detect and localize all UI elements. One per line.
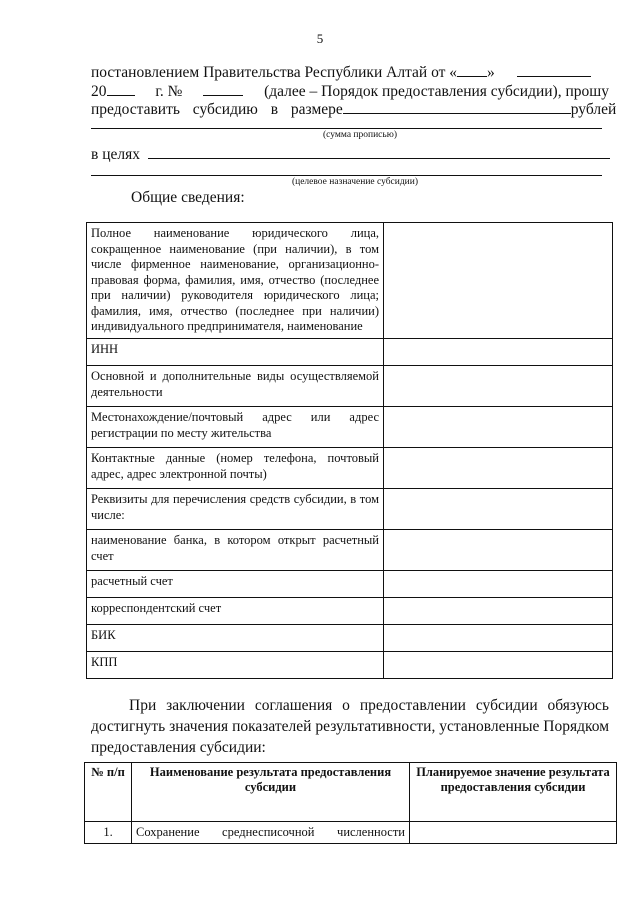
field-label: БИК	[87, 625, 384, 652]
results-paragraph-text: При заключении соглашения о предоставлении субсидии обязуюсь достигнуть значения показателей результативности, установленные Порядком предоставления субсидии:	[91, 697, 609, 756]
table-row	[87, 598, 613, 625]
results-table	[84, 762, 617, 844]
field-value[interactable]	[384, 366, 613, 407]
amount-blank[interactable]	[343, 99, 571, 114]
field-value[interactable]	[384, 489, 613, 530]
amount-words-line[interactable]	[91, 128, 602, 129]
field-value[interactable]	[384, 448, 613, 489]
number-label: г. №	[155, 83, 183, 100]
table-row	[87, 366, 613, 407]
intro-line2-text: (далее – Порядок предоставления субсидии), прошу	[264, 83, 609, 100]
field-label: Реквизиты для перечисления средств субсидии, в том числе:	[87, 489, 384, 530]
field-value[interactable]	[384, 407, 613, 448]
page-number: 5	[316, 31, 324, 46]
day-blank[interactable]	[457, 62, 487, 77]
intro-line1-text: постановлением Правительства Республики Алтай от «	[91, 64, 458, 81]
sum-caption: (сумма прописью)	[323, 130, 397, 140]
year-blank[interactable]	[107, 81, 135, 96]
table-row	[87, 530, 613, 571]
table-row	[87, 223, 613, 339]
table-row	[87, 407, 613, 448]
goal-label: в целях	[91, 146, 140, 163]
field-value[interactable]	[384, 223, 613, 339]
field-label: наименование банка, в котором открыт расчетный счет	[87, 530, 384, 571]
table-row	[87, 625, 613, 652]
results-header-row	[85, 763, 617, 822]
general-info-table	[86, 222, 613, 679]
intro-line-3	[91, 99, 617, 119]
intro-line-2	[91, 81, 609, 101]
year-prefix: 20	[91, 83, 107, 100]
goal-extra-line[interactable]	[91, 175, 602, 176]
general-heading: Общие сведения:	[131, 189, 245, 206]
table-row	[87, 489, 613, 530]
field-label: корреспондентский счет	[87, 598, 384, 625]
results-paragraph	[91, 695, 609, 758]
result-name: Сохранение среднесписочной численности	[132, 822, 410, 844]
intro-line-1	[91, 62, 609, 82]
header-name: Наименование результата предоставления субсидии	[132, 763, 410, 822]
goal-line	[91, 144, 609, 164]
goal-blank[interactable]	[148, 144, 610, 159]
field-value[interactable]	[384, 625, 613, 652]
field-label: Местонахождение/почтовый адрес или адрес регистрации по месту жительства	[87, 407, 384, 448]
result-planned-value[interactable]	[410, 822, 617, 844]
field-label: расчетный счет	[87, 571, 384, 598]
table-row	[87, 571, 613, 598]
intro-line1-quote: »	[487, 64, 495, 81]
field-value[interactable]	[384, 571, 613, 598]
goal-caption: (целевое назначение субсидии)	[291, 177, 419, 187]
header-planned: Планируемое значение результата предоставления субсидии	[410, 763, 617, 822]
intro-line3-text: предоставить субсидию в размере	[91, 101, 343, 118]
field-value[interactable]	[384, 652, 613, 679]
table-row	[87, 652, 613, 679]
field-label: ИНН	[87, 339, 384, 366]
table-row	[87, 448, 613, 489]
field-label: Основной и дополнительные виды осуществляемой деятельности	[87, 366, 384, 407]
result-number: 1.	[85, 822, 132, 844]
field-label: КПП	[87, 652, 384, 679]
number-blank[interactable]	[203, 81, 243, 96]
header-num: № п/п	[85, 763, 132, 822]
field-label: Полное наименование юридического лица, сокращенное наименование (при наличии), в том числе фирменное наименование, организационно-правовая форма, фамилия, имя, отчество (последнее при наличии) руководителя юридического лица; фамилия, имя, отчество (последнее при наличии) индивидуального предпринимателя, наименование	[87, 223, 384, 339]
field-value[interactable]	[384, 598, 613, 625]
table-row	[85, 822, 617, 844]
field-value[interactable]	[384, 339, 613, 366]
field-label: Контактные данные (номер телефона, почтовый адрес, адрес электронной почты)	[87, 448, 384, 489]
table-row	[87, 339, 613, 366]
month-blank[interactable]	[517, 62, 591, 77]
rubles-label: рублей	[570, 101, 617, 118]
field-value[interactable]	[384, 530, 613, 571]
